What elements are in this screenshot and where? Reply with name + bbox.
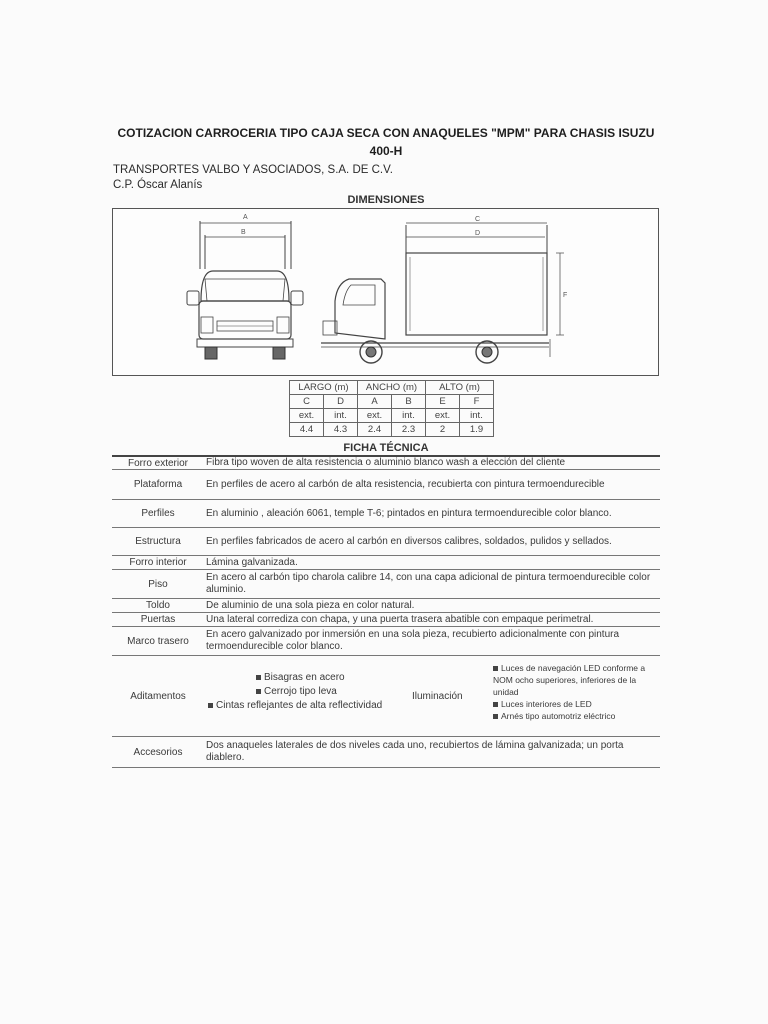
spec-row-accesorios <box>112 737 660 768</box>
spec-value: En aluminio , aleación 6061, temple T-6; pintados en pintura termoendurecible color blanco. <box>206 507 612 519</box>
dimensions-type-row <box>290 409 494 423</box>
type-cell: ext. <box>290 409 324 423</box>
value-cell: 2.4 <box>358 423 392 437</box>
spec-row <box>112 627 660 656</box>
group-largo: LARGO (m) <box>290 381 358 395</box>
spec-value: Dos anaqueles laterales de dos niveles cada uno, recubiertos de lámina galvanizada; un porta diablero. <box>206 740 624 763</box>
letter-cell: E <box>426 395 460 409</box>
document-title: COTIZACION CARROCERIA TIPO CAJA SECA CON ANAQUELES "MPM" PARA CHASIS ISUZU 400-H <box>117 126 655 158</box>
spec-value: En acero al carbón tipo charola calibre 14, con una capa adicional de pintura termoendurecible color aluminio. <box>206 572 651 595</box>
spec-value: Una lateral corrediza con chapa, y una puerta trasera abatible con empaque perimetral. <box>206 613 594 625</box>
spec-label: Plataforma <box>133 479 183 490</box>
dim-label-c: C <box>475 216 481 223</box>
bullet-icon <box>256 689 261 694</box>
spec-label: Accesorios <box>133 746 183 758</box>
spec-label: Aditamentos <box>130 690 186 702</box>
bullet-icon <box>493 702 498 707</box>
dim-label-f: F <box>563 292 568 299</box>
spec-row-aditamentos <box>112 656 660 737</box>
front-view <box>187 214 303 359</box>
value-cell: 2 <box>426 423 460 437</box>
company-name: TRANSPORTES VALBO Y ASOCIADOS, S.A. DE C.V. <box>113 164 393 176</box>
spec-value: Lámina galvanizada. <box>206 556 298 568</box>
bullet-icon <box>208 703 213 708</box>
bullet-icon <box>493 714 498 719</box>
dimensions-table <box>289 380 494 437</box>
dim-label-d: D <box>475 230 481 237</box>
group-ancho: ANCHO (m) <box>358 381 426 395</box>
bullet-icon <box>256 675 261 680</box>
spec-label: Piso <box>148 578 168 590</box>
truck-drawing <box>112 208 659 376</box>
iluminacion-list <box>493 662 663 722</box>
spec-row <box>112 556 660 570</box>
letter-cell: C <box>290 395 324 409</box>
spec-value: En acero galvanizado por inmersión en una sola pieza, recubierto adicionalmente con pintura termoendurecible color blanco. <box>206 629 620 652</box>
value-cell: 4.3 <box>324 423 358 437</box>
type-cell: ext. <box>358 409 392 423</box>
dimensions-letter-row <box>290 395 494 409</box>
aditamentos-list <box>206 656 406 736</box>
group-alto: ALTO (m) <box>426 381 494 395</box>
dim-label-b: B <box>241 229 246 236</box>
spec-label: Toldo <box>146 600 170 611</box>
type-cell: ext. <box>426 409 460 423</box>
iluminacion-label: Iluminación <box>412 690 463 702</box>
spec-label: Estructura <box>135 536 181 547</box>
iluminacion-item: Luces interiores de LED <box>493 698 663 710</box>
dim-label-a: A <box>243 214 248 221</box>
iluminacion-item: Luces de navegación LED conforme a NOM ocho superiores, inferiores de la unidad <box>493 663 646 697</box>
dimensions-group-row <box>290 381 494 395</box>
spec-value: De aluminio de una sola pieza en color natural. <box>206 599 415 611</box>
type-cell: int. <box>324 409 358 423</box>
dimensions-value-row <box>290 423 494 437</box>
spec-value: En perfiles fabricados de acero al carbón en diversos calibres, soldados, pulidos y sellados. <box>206 535 612 547</box>
type-cell: int. <box>392 409 426 423</box>
spec-row <box>112 470 660 500</box>
spec-row <box>112 570 660 599</box>
value-cell: 4.4 <box>290 423 324 437</box>
spec-row <box>112 455 660 470</box>
spec-row <box>112 500 660 528</box>
aditamento-item: Cintas reflejantes de alta reflectividad <box>208 700 382 711</box>
spec-value: Fibra tipo woven de alta resistencia o aluminio blanco wash a elección del cliente <box>206 457 566 468</box>
spec-label: Forro interior <box>129 557 187 568</box>
spec-label: Forro exterior <box>127 457 188 469</box>
side-view <box>321 216 567 363</box>
aditamento-item: Bisagras en acero <box>256 672 345 683</box>
dimensions-title: DIMENSIONES <box>347 194 425 206</box>
iluminacion-item: Arnés tipo automotriz eléctrico <box>493 710 663 722</box>
aditamento-item: Cerrojo tipo leva <box>256 686 337 697</box>
letter-cell: A <box>358 395 392 409</box>
truck-drawing-svg <box>113 209 658 375</box>
letter-cell: D <box>324 395 358 409</box>
bullet-icon <box>493 666 498 671</box>
spec-row <box>112 613 660 627</box>
value-cell: 1.9 <box>460 423 494 437</box>
letter-cell: F <box>460 395 494 409</box>
contact-name: C.P. Óscar Alanís <box>113 179 203 191</box>
spec-row <box>112 528 660 556</box>
spec-value: En perfiles de acero al carbón de alta resistencia, recubierta con pintura termoendurecible <box>206 478 605 490</box>
spec-label: Marco trasero <box>127 635 189 647</box>
value-cell: 2.3 <box>392 423 426 437</box>
type-cell: int. <box>460 409 494 423</box>
ficha-title: FICHA TÉCNICA <box>343 442 429 454</box>
spec-label: Perfiles <box>141 508 175 519</box>
letter-cell: B <box>392 395 426 409</box>
spec-table <box>112 455 660 768</box>
spec-label: Puertas <box>140 614 176 625</box>
spec-row <box>112 599 660 613</box>
